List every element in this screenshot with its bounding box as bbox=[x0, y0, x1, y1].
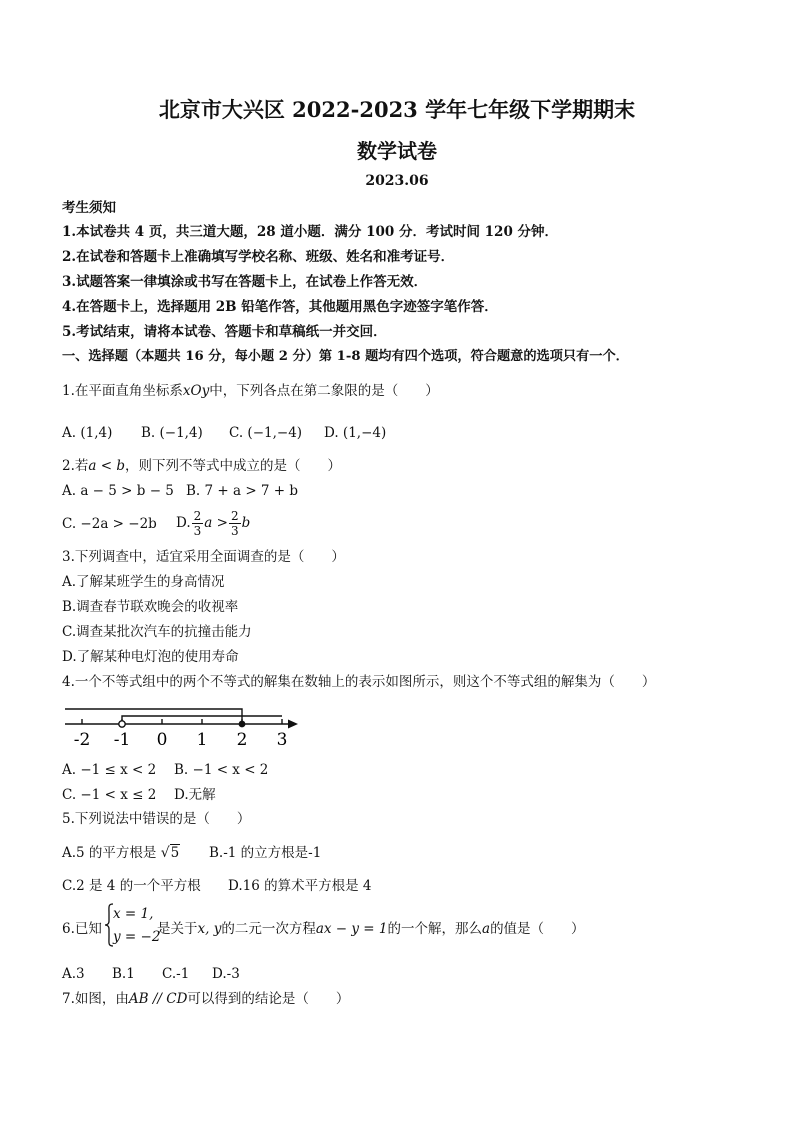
closed-point-2 bbox=[239, 721, 246, 728]
question-4-stem: 4.一个不等式组中的两个不等式的解集在数轴上的表示如图所示，则这个不等式组的解集为（ ） bbox=[62, 674, 656, 690]
number-line-figure bbox=[60, 700, 310, 752]
q1-option-c: C. (−1,−4) bbox=[229, 425, 303, 441]
q1-option-a: A. (1,4) bbox=[62, 425, 113, 441]
exam-title: 北京市大兴区 2022-2023 学年七年级下学期期末 bbox=[158, 97, 636, 122]
q3-option-d: D.了解某种电灯泡的使用寿命 bbox=[62, 649, 239, 665]
axis-label-3: 3 bbox=[276, 730, 288, 750]
number-line-arrow bbox=[288, 720, 298, 729]
q1-option-d: D. (1,−4) bbox=[324, 425, 387, 441]
q2-option-a: A. a − 5 > b − 5 bbox=[62, 483, 174, 499]
q5-option-b: B.-1 的立方根是-1 bbox=[209, 845, 322, 861]
q4-option-c: C. −1 < x ≤ 2 bbox=[62, 787, 157, 803]
system-equation-1: x = 1, bbox=[113, 906, 154, 922]
q1-option-b: B. (−1,4) bbox=[141, 425, 203, 441]
q6-option-b: B.1 bbox=[112, 966, 135, 982]
q5-option-a: A.5 的平方根是 √5 bbox=[62, 845, 180, 861]
question-1-stem: 1.在平面直角坐标系xOy中，下列各点在第二象限的是（ ） bbox=[62, 383, 439, 399]
question-6-stem: 是关于x, y的二元一次方程ax − y = 1的一个解，那么a的值是（ ） bbox=[157, 921, 585, 937]
question-2-stem: 2.若a < b，则下列不等式中成立的是（ ） bbox=[62, 458, 341, 474]
exam-subtitle: 数学试卷 bbox=[357, 139, 437, 163]
question-5-stem: 5.下列说法中错误的是（ ） bbox=[62, 811, 251, 827]
q3-option-b: B.调查春节联欢晚会的收视率 bbox=[62, 599, 239, 615]
question-7-stem: 7.如图，由AB // CD可以得到的结论是（ ） bbox=[62, 991, 350, 1007]
open-point-minus-1 bbox=[119, 721, 125, 727]
axis-label-1: 1 bbox=[196, 730, 208, 750]
q2-option-b: B. 7 + a > 7 + b bbox=[186, 483, 299, 499]
section-1-heading: 一、选择题（本题共 16 分，每小题 2 分）第 1-8 题均有四个选项，符合题意的选项只有一个． bbox=[62, 349, 629, 364]
axis-label-2: 2 bbox=[236, 730, 248, 750]
q3-option-c: C.调查某批次汽车的抗撞击能力 bbox=[62, 624, 252, 640]
q6-option-c: C.-1 bbox=[162, 966, 190, 982]
notice-item-5: 5.考试结束，请将本试卷、答题卡和草稿纸一并交回． bbox=[62, 324, 387, 340]
q6-option-a: A.3 bbox=[62, 966, 85, 982]
question-6-prefix: 6.已知 bbox=[62, 921, 102, 937]
notice-item-3: 3.试题答案一律填涂或书写在答题卡上，在试卷上作答无效． bbox=[62, 274, 428, 290]
system-equation-2: y = −2 bbox=[113, 929, 161, 945]
notice-item-1: 1.本试卷共 4 页，共三道大题，28 道小题．满分 100 分．考试时间 120 分钟． bbox=[62, 224, 559, 240]
exam-date: 2023.06 bbox=[365, 173, 429, 189]
notice-heading: 考生须知 bbox=[62, 200, 116, 216]
axis-label-minus-2: -2 bbox=[73, 730, 91, 750]
q4-option-a: A. −1 ≤ x < 2 bbox=[62, 762, 157, 778]
q4-option-b: B. −1 < x < 2 bbox=[174, 762, 269, 778]
q2-option-d: D. $\frac{2}{3}$ a > $\frac{2}{3}$ b bbox=[176, 509, 251, 538]
axis-label-0: 0 bbox=[156, 730, 168, 750]
q5-option-c: C.2 是 4 的一个平方根 bbox=[62, 878, 201, 894]
axis-label-minus-1: -1 bbox=[113, 730, 131, 750]
q3-option-a: A.了解某班学生的身高情况 bbox=[62, 574, 225, 590]
question-3-stem: 3.下列调查中，适宜采用全面调查的是（ ） bbox=[62, 549, 345, 565]
q6-option-d: D.-3 bbox=[212, 966, 240, 982]
q2-option-c: C. −2a > −2b bbox=[62, 516, 157, 532]
q5-option-d: D.16 的算术平方根是 4 bbox=[228, 878, 372, 894]
notice-item-2: 2.在试卷和答题卡上准确填写学校名称、班级、姓名和准考证号． bbox=[62, 249, 455, 265]
q4-option-d: D.无解 bbox=[174, 787, 216, 803]
notice-item-4: 4.在答题卡上，选择题用 2B 铅笔作答，其他题用黑色字迹签字笔作答． bbox=[62, 299, 498, 315]
